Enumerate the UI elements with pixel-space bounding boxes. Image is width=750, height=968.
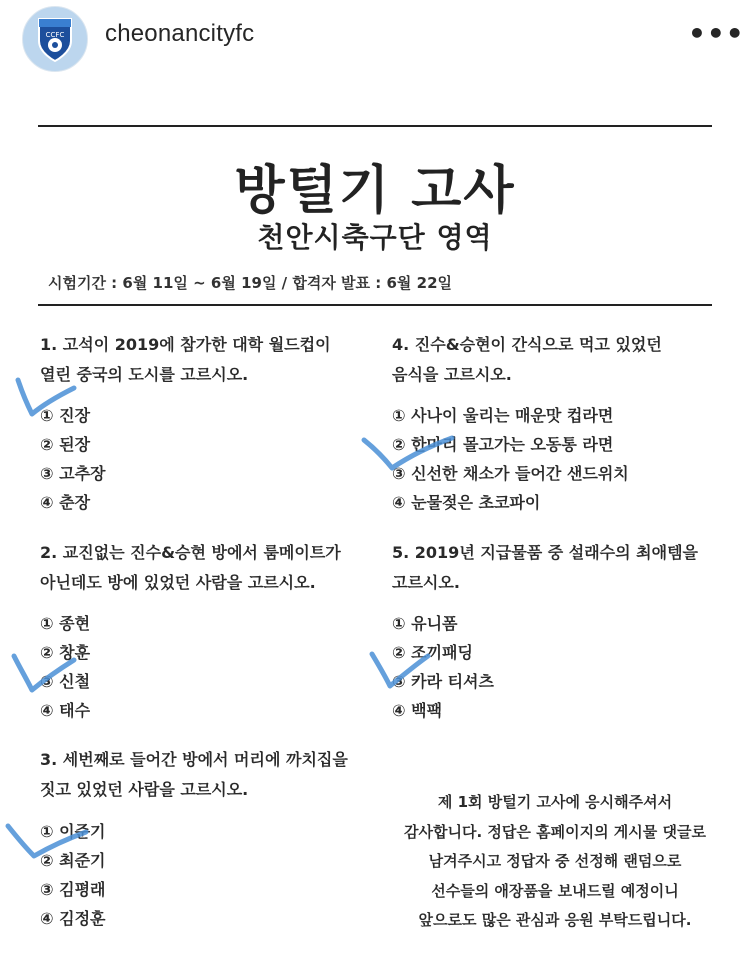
top-divider	[38, 125, 712, 127]
checkmark-icon	[8, 646, 80, 698]
question-1	[40, 330, 370, 390]
q1-option-2: ② 된장	[40, 435, 91, 454]
q3-option-2: ② 최준기	[40, 851, 106, 870]
q3-option-3: ③ 김평래	[40, 880, 106, 899]
checkmark-icon	[2, 818, 92, 864]
poster-title: 방털기 고사	[234, 161, 516, 221]
question-5-line-1: 5. 2019년 지급물품 중 설래수의 최애템을	[392, 543, 698, 562]
q3-option-1: ① 이준기	[40, 822, 106, 841]
q4-option-4: ④ 눈물젖은 초코파이	[392, 493, 541, 512]
closing-line-4: 선수들의 애장품을 보내드릴 예정이니	[431, 881, 679, 900]
question-1-line-1: 1. 고석이 2019에 참가한 대학 월드컵이	[40, 335, 331, 354]
checkmark-icon	[10, 370, 80, 422]
question-1-line-2: 열린 중국의 도시를 고르시오.	[40, 365, 249, 384]
question-4-line-1: 4. 진수&승현이 간식으로 먹고 있었던	[392, 335, 662, 354]
question-5	[392, 538, 732, 598]
svg-text:CCFC: CCFC	[45, 31, 65, 39]
closing-line-2: 감사합니다. 정답은 홈페이지의 게시물 댓글로	[404, 822, 706, 841]
q2-option-4: ④ 태수	[40, 701, 91, 720]
closing-line-5: 앞으로도 많은 관심과 응원 부탁드립니다.	[418, 911, 692, 929]
closing-line-3: 남겨주시고 정답자 중 선정해 랜덤으로	[428, 852, 682, 870]
question-2	[40, 538, 380, 598]
question-5-line-2: 고르시오.	[392, 573, 460, 592]
profile-avatar[interactable]	[22, 6, 88, 72]
q3-option-4: ④ 김정훈	[40, 909, 106, 928]
post-header	[0, 0, 750, 89]
q1-option-1: ① 진장	[40, 406, 91, 425]
checkmark-icon	[366, 644, 436, 694]
question-2-line-1: 2. 교진없는 진수&승현 방에서 룸메이트가	[40, 543, 341, 562]
exam-period: 시험기간 : 6월 11일 ~ 6월 19일 / 합격자 발표 : 6월 22일	[48, 274, 452, 292]
more-options-icon[interactable]: •••	[688, 17, 745, 50]
q4-option-3: ③ 신선한 채소가 들어간 샌드위치	[392, 464, 629, 483]
q5-option-4: ④ 백팩	[392, 701, 443, 720]
checkmark-icon	[358, 428, 458, 474]
club-crest-icon	[35, 15, 75, 63]
exam-poster	[0, 88, 750, 968]
q5-option-3: ③ 카라 티셔츠	[392, 672, 494, 691]
account-username[interactable]: cheonancityfc	[105, 20, 255, 47]
question-4-line-2: 음식을 고르시오.	[392, 365, 512, 384]
q1-option-3: ③ 고추장	[40, 464, 106, 483]
q4-option-2: ② 한마리 몰고가는 오동통 라면	[392, 435, 614, 454]
q2-option-1: ① 종현	[40, 614, 91, 633]
closing-line-1: 제 1회 방털기 고사에 응시해주셔서	[437, 793, 673, 811]
question-3-line-2: 짓고 있었던 사람을 고르시오.	[40, 780, 249, 799]
closing-message	[380, 788, 730, 936]
question-2-line-2: 아닌데도 방에 있었던 사람을 고르시오.	[40, 573, 316, 592]
q2-option-3: ③ 신철	[40, 672, 91, 691]
q5-option-1: ① 유니폼	[392, 614, 458, 633]
question-4	[392, 330, 722, 390]
middle-divider	[38, 304, 712, 306]
q4-option-1: ① 사나이 울리는 매운맛 컵라면	[392, 406, 614, 425]
q1-option-4: ④ 춘장	[40, 493, 91, 512]
question-3-line-1: 3. 세번째로 들어간 방에서 머리에 까치집을	[40, 750, 348, 769]
poster-subtitle: 천안시축구단 영역	[257, 221, 493, 254]
q5-option-2: ② 조끼패딩	[392, 643, 473, 662]
q2-option-2: ② 창훈	[40, 643, 91, 662]
question-3	[40, 745, 380, 805]
